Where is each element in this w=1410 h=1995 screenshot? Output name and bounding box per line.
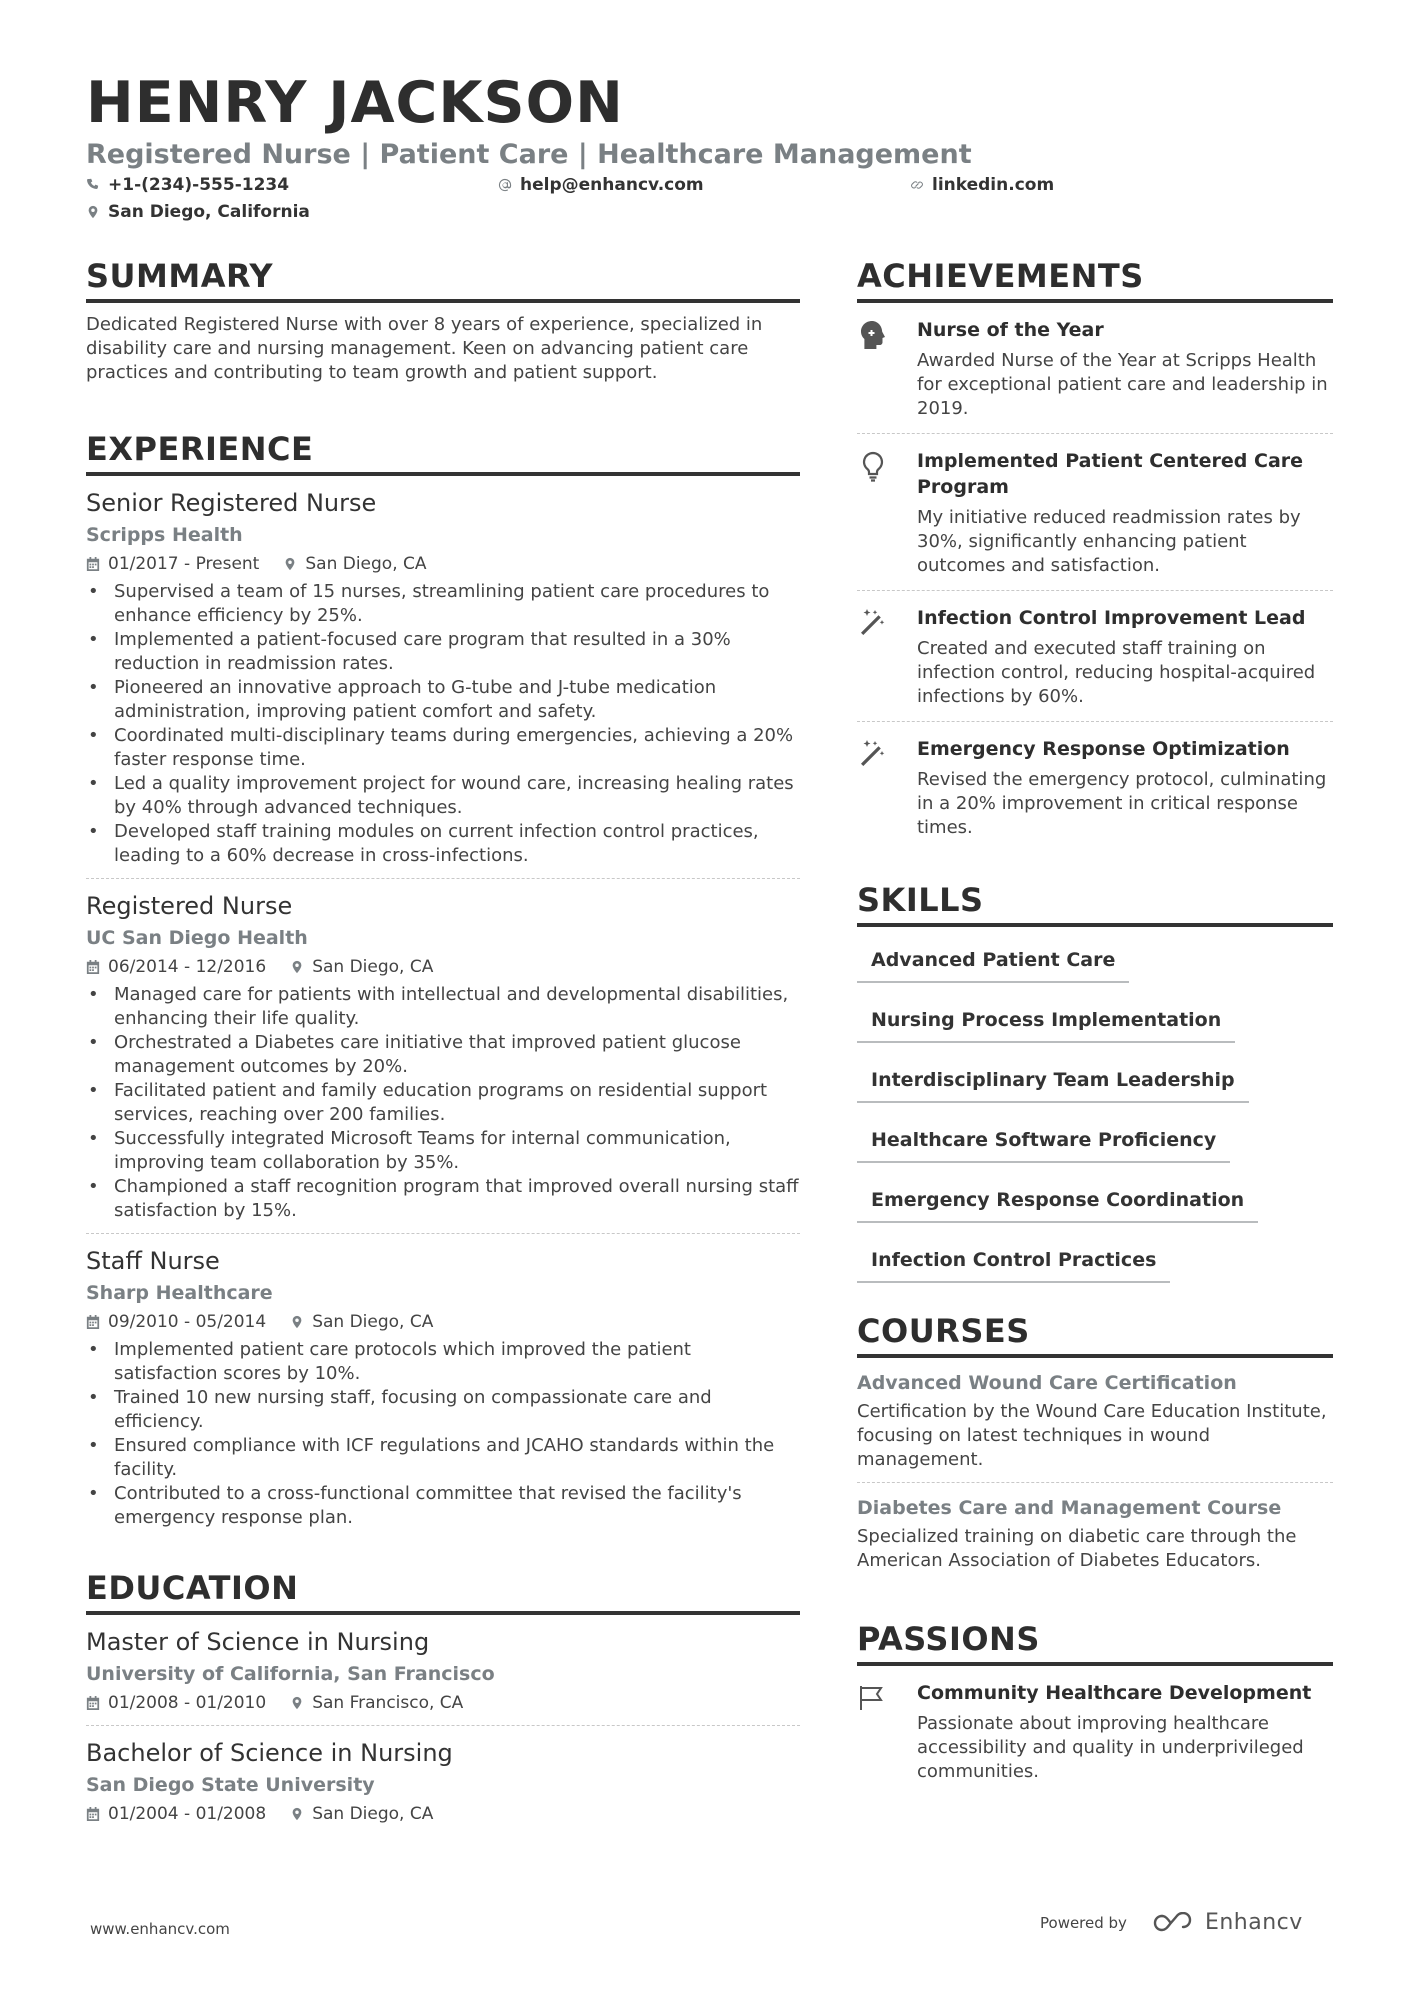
contact-link[interactable] <box>910 174 1054 196</box>
job-title: Senior Registered Nurse <box>86 489 377 517</box>
achievement-item <box>857 434 1333 591</box>
achievement-desc: Awarded Nurse of the Year at Scripps Health for exceptional patient care and leadership in 2019. <box>917 350 1328 419</box>
head-icon <box>857 319 889 351</box>
courses-heading: COURSES <box>857 1311 1333 1358</box>
brand-logo <box>1151 1910 1303 1935</box>
bullet-item: • Supervised a team of 15 nurses, streamlining patient care procedures to enhance efficiency by 25%. <box>86 580 800 628</box>
education-meta <box>86 1691 800 1715</box>
achievement-icon-wrap <box>857 448 917 578</box>
company-name: UC San Diego Health <box>86 927 308 949</box>
education-dates <box>86 1691 266 1715</box>
phone-icon <box>86 178 100 192</box>
achievement-body <box>917 448 1333 578</box>
school-name: University of California, San Francisco <box>86 1663 495 1685</box>
brand-name: Enhancv <box>1204 1910 1303 1935</box>
magic-wand-icon <box>857 607 889 639</box>
contact-email[interactable] <box>498 174 704 196</box>
passion-body <box>917 1680 1333 1784</box>
contact-info <box>86 174 1336 228</box>
skill-tag: Nursing Process Implementation <box>857 1001 1235 1043</box>
job-dates-text: 01/2017 - Present <box>108 554 260 574</box>
passion-desc: Passionate about improving healthcare accessibility and quality in underprivileged communities. <box>917 1713 1304 1782</box>
lightbulb-icon <box>857 450 889 482</box>
company-name: Sharp Healthcare <box>86 1282 273 1304</box>
course-item <box>857 1483 1333 1583</box>
course-desc: Specialized training on diabetic care through the American Association of Diabetes Educators. <box>857 1526 1297 1571</box>
company-name: Scripps Health <box>86 524 243 546</box>
education-heading: EDUCATION <box>86 1568 800 1615</box>
location-pin-icon <box>290 1807 304 1821</box>
achievement-body <box>917 317 1333 421</box>
candidate-name: HENRY JACKSON <box>86 70 624 136</box>
summary-heading: SUMMARY <box>86 256 800 303</box>
job-meta <box>86 955 800 979</box>
link-icon <box>910 178 924 192</box>
contact-phone <box>86 174 289 196</box>
experience-item <box>86 879 800 1234</box>
job-bullets <box>86 580 800 868</box>
bullet-item: • Contributed to a cross-functional committee that revised the facility's emergency response plan. <box>86 1482 800 1530</box>
experience-section <box>86 429 800 1540</box>
passion-icon-wrap <box>857 1680 917 1784</box>
location-pin-icon <box>283 557 297 571</box>
bullet-item: • Pioneered an innovative approach to G-tube and J-tube medication administration, improving patient comfort and safety. <box>86 676 800 724</box>
school-name: San Diego State University <box>86 1774 375 1796</box>
skills-section <box>857 880 1333 1283</box>
courses-list <box>857 1358 1333 1583</box>
education-location-text: San Francisco, CA <box>312 1693 464 1713</box>
education-section <box>86 1568 800 1836</box>
powered-by-text: Powered by <box>1040 1913 1127 1932</box>
job-location <box>290 1310 433 1334</box>
achievement-body <box>917 736 1333 840</box>
location-pin-icon <box>290 1696 304 1710</box>
enhancv-logo-icon <box>1151 1912 1195 1934</box>
achievement-desc: Revised the emergency protocol, culminating in a 20% improvement in critical response times. <box>917 769 1327 838</box>
calendar-icon <box>86 1696 100 1710</box>
calendar-icon <box>86 1807 100 1821</box>
skill-tag: Interdisciplinary Team Leadership <box>857 1061 1249 1103</box>
skill-tag: Emergency Response Coordination <box>857 1181 1258 1223</box>
achievement-item <box>857 722 1333 852</box>
education-dates <box>86 1802 266 1826</box>
bullet-item: • Championed a staff recognition program that improved overall nursing staff satisfaction by 15%. <box>86 1175 800 1223</box>
summary-text: Dedicated Registered Nurse with over 8 years of experience, specialized in disability care and nursing management. Keen on advancing patient care practices and contributing to team growth and patient support. <box>86 314 763 383</box>
achievement-title: Infection Control Improvement Lead <box>917 607 1306 629</box>
job-dates-text: 06/2014 - 12/2016 <box>108 957 267 977</box>
job-location <box>283 552 426 576</box>
bullet-item: • Ensured compliance with ICF regulations and JCAHO standards within the facility. <box>86 1434 800 1482</box>
education-location <box>290 1691 463 1715</box>
passions-section <box>857 1619 1333 1796</box>
bullet-item: • Managed care for patients with intellectual and developmental disabilities, enhancing their life quality. <box>86 983 800 1031</box>
job-bullets <box>86 1338 800 1530</box>
calendar-icon <box>86 1315 100 1329</box>
job-meta <box>86 552 800 576</box>
job-dates <box>86 955 266 979</box>
passion-title: Community Healthcare Development <box>917 1682 1312 1704</box>
job-meta <box>86 1310 800 1334</box>
experience-list <box>86 476 800 1540</box>
achievements-list <box>857 303 1333 852</box>
skill-tag: Advanced Patient Care <box>857 941 1129 983</box>
location-pin-icon <box>290 1315 304 1329</box>
achievement-title: Nurse of the Year <box>917 319 1104 341</box>
course-desc: Certification by the Wound Care Education Institute, focusing on latest techniques in wound management. <box>857 1401 1327 1470</box>
bullet-item: • Trained 10 new nursing staff, focusing on compassionate care and efficiency. <box>86 1386 800 1434</box>
location-pin-icon <box>86 205 100 219</box>
education-list <box>86 1615 800 1836</box>
achievement-desc: My initiative reduced readmission rates by 30%, significantly enhancing patient outcomes and satisfaction. <box>917 507 1301 576</box>
email-text: help@enhancv.com <box>520 175 704 195</box>
education-dates-text: 01/2008 - 01/2010 <box>108 1693 267 1713</box>
course-item <box>857 1358 1333 1483</box>
job-location-text: San Diego, CA <box>312 957 434 977</box>
education-meta <box>86 1802 800 1826</box>
location-pin-icon <box>290 960 304 974</box>
achievement-title: Implemented Patient Centered Care Program <box>917 450 1304 498</box>
achievements-heading: ACHIEVEMENTS <box>857 256 1333 303</box>
passions-heading: PASSIONS <box>857 1619 1333 1666</box>
bullet-item: • Led a quality improvement project for wound care, increasing healing rates by 40% through advanced techniques. <box>86 772 800 820</box>
link-text: linkedin.com <box>932 175 1055 195</box>
bullet-item: • Successfully integrated Microsoft Teams for internal communication, improving team collaboration by 35%. <box>86 1127 800 1175</box>
achievement-body <box>917 605 1333 709</box>
bullet-item: • Facilitated patient and family education programs on residential support services, reaching over 200 families. <box>86 1079 800 1127</box>
contact-location <box>86 201 310 223</box>
footer-powered <box>1040 1910 1303 1935</box>
resume-header <box>86 70 1336 228</box>
right-column <box>857 256 1333 1824</box>
bullet-item: • Implemented a patient-focused care program that resulted in a 30% reduction in readmission rates. <box>86 628 800 676</box>
job-location-text: San Diego, CA <box>312 1312 434 1332</box>
skills-list <box>857 927 1333 1283</box>
achievement-title: Emergency Response Optimization <box>917 738 1290 760</box>
education-item <box>86 1726 800 1836</box>
passions-list <box>857 1666 1333 1796</box>
achievements-section <box>857 256 1333 852</box>
job-location <box>290 955 433 979</box>
bullet-item: • Developed staff training modules on current infection control practices, leading to a 60% decrease in cross-infections. <box>86 820 800 868</box>
experience-heading: EXPERIENCE <box>86 429 800 476</box>
flag-icon <box>857 1682 889 1714</box>
achievement-item <box>857 303 1333 434</box>
experience-item <box>86 1234 800 1540</box>
education-item <box>86 1615 800 1726</box>
bullet-item: • Coordinated multi-disciplinary teams during emergencies, achieving a 20% faster response time. <box>86 724 800 772</box>
education-dates-text: 01/2004 - 01/2008 <box>108 1804 267 1824</box>
course-title: Diabetes Care and Management Course <box>857 1497 1282 1519</box>
achievement-item <box>857 591 1333 722</box>
job-dates <box>86 1310 266 1334</box>
bullet-item: • Orchestrated a Diabetes care initiative that improved patient glucose management outcomes by 20%. <box>86 1031 800 1079</box>
courses-section <box>857 1311 1333 1583</box>
achievement-icon-wrap <box>857 317 917 421</box>
job-title: Staff Nurse <box>86 1247 220 1275</box>
achievement-icon-wrap <box>857 736 917 840</box>
skill-tag: Healthcare Software Proficiency <box>857 1121 1230 1163</box>
skill-tag: Infection Control Practices <box>857 1241 1170 1283</box>
footer-website[interactable]: www.enhancv.com <box>90 1920 230 1938</box>
job-title: Registered Nurse <box>86 892 293 920</box>
degree-title: Master of Science in Nursing <box>86 1628 430 1656</box>
left-column <box>86 256 800 1864</box>
education-location-text: San Diego, CA <box>312 1804 434 1824</box>
job-bullets <box>86 983 800 1223</box>
education-location <box>290 1802 433 1826</box>
calendar-icon <box>86 557 100 571</box>
job-dates <box>86 552 259 576</box>
course-title: Advanced Wound Care Certification <box>857 1372 1237 1394</box>
degree-title: Bachelor of Science in Nursing <box>86 1739 453 1767</box>
bullet-item: • Implemented patient care protocols which improved the patient satisfaction scores by 10%. <box>86 1338 800 1386</box>
location-text: San Diego, California <box>108 202 310 222</box>
experience-item <box>86 476 800 879</box>
candidate-headline: Registered Nurse | Patient Care | Healthcare Management <box>86 139 972 170</box>
job-dates-text: 09/2010 - 05/2014 <box>108 1312 267 1332</box>
magic-wand-icon <box>857 738 889 770</box>
at-icon <box>498 178 512 192</box>
achievement-icon-wrap <box>857 605 917 709</box>
job-location-text: San Diego, CA <box>305 554 427 574</box>
summary-section <box>86 256 800 385</box>
skills-heading: SKILLS <box>857 880 1333 927</box>
achievement-desc: Created and executed staff training on infection control, reducing hospital-acquired infections by 60%. <box>917 638 1316 707</box>
phone-text: +1-(234)-555-1234 <box>108 175 290 195</box>
calendar-icon <box>86 960 100 974</box>
passion-item <box>857 1666 1333 1796</box>
